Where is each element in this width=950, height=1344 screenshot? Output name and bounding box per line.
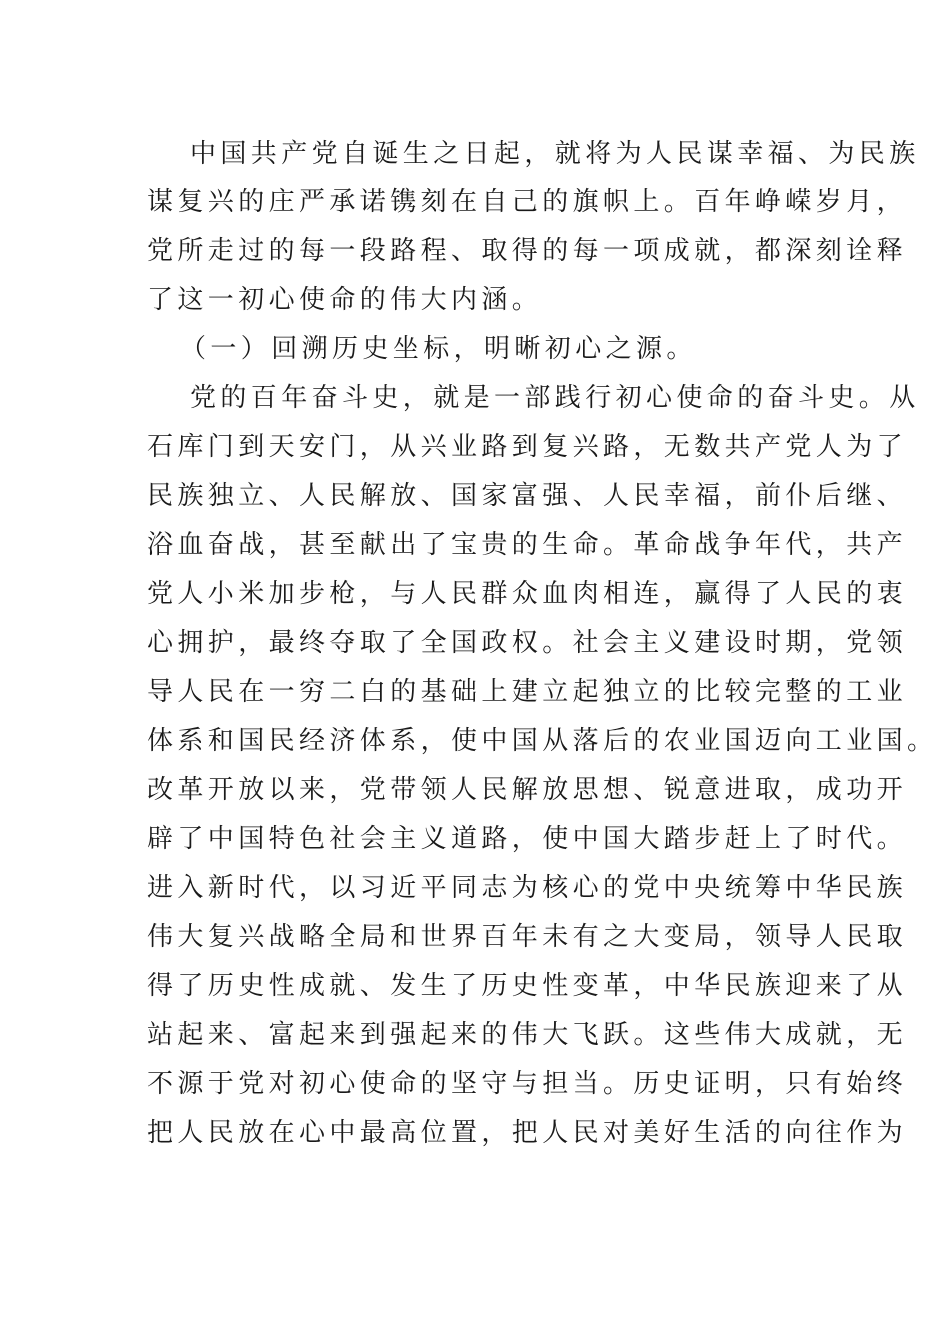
paragraph-1-line-4: 了这一初心使命的伟大内涵。 [147, 285, 543, 315]
paragraph-2-line-12: 伟大复兴战略全局和世界百年未有之大变局，领导人民取 [147, 922, 908, 952]
paragraph-1-line-3: 党所走过的每一段路程、取得的每一项成就，都深刻诠释 [147, 236, 908, 266]
paragraph-2-line-3: 民族独立、人民解放、国家富强、人民幸福，前仆后继、 [147, 481, 908, 511]
paragraph-2-line-9: 改革开放以来，党带领人民解放思想、锐意进取，成功开 [147, 775, 908, 805]
paragraph-2-line-11: 进入新时代，以习近平同志为核心的党中央统筹中华民族 [147, 873, 908, 903]
paragraph-2-line-6: 心拥护，最终夺取了全国政权。社会主义建设时期，党领 [147, 628, 908, 658]
paragraph-2-line-15: 不源于党对初心使命的坚守与担当。历史证明，只有始终 [147, 1069, 908, 1099]
paragraph-2-line-4: 浴血奋战，甚至献出了宝贵的生命。革命战争年代，共产 [147, 530, 908, 560]
paragraph-2-line-1: 党的百年奋斗史，就是一部践行初心使命的奋斗史。从 [190, 383, 920, 413]
paragraph-2-line-2: 石库门到天安门，从兴业路到复兴路，无数共产党人为了 [147, 432, 908, 462]
paragraph-2-line-16: 把人民放在心中最高位置，把人民对美好生活的向往作为 [147, 1118, 908, 1148]
paragraph-2-line-8: 体系和国民经济体系，使中国从落后的农业国迈向工业国。 [147, 726, 938, 756]
paragraph-2-line-13: 得了历史性成就、发生了历史性变革，中华民族迎来了从 [147, 971, 908, 1001]
paragraph-1-line-2: 谋复兴的庄严承诺镌刻在自己的旗帜上。百年峥嵘岁月， [147, 187, 908, 217]
paragraph-1-line-1: 中国共产党自诞生之日起，就将为人民谋幸福、为民族 [190, 139, 920, 169]
paragraph-2-line-14: 站起来、富起来到强起来的伟大飞跃。这些伟大成就，无 [147, 1020, 908, 1050]
paragraph-2-line-7: 导人民在一穷二白的基础上建立起独立的比较完整的工业 [147, 677, 908, 707]
section-heading: （一）回溯历史坐标，明晰初心之源。 [180, 334, 697, 364]
paragraph-2-line-5: 党人小米加步枪，与人民群众血肉相连，赢得了人民的衷 [147, 579, 908, 609]
paragraph-2-line-10: 辟了中国特色社会主义道路，使中国大踏步赶上了时代。 [147, 824, 908, 854]
